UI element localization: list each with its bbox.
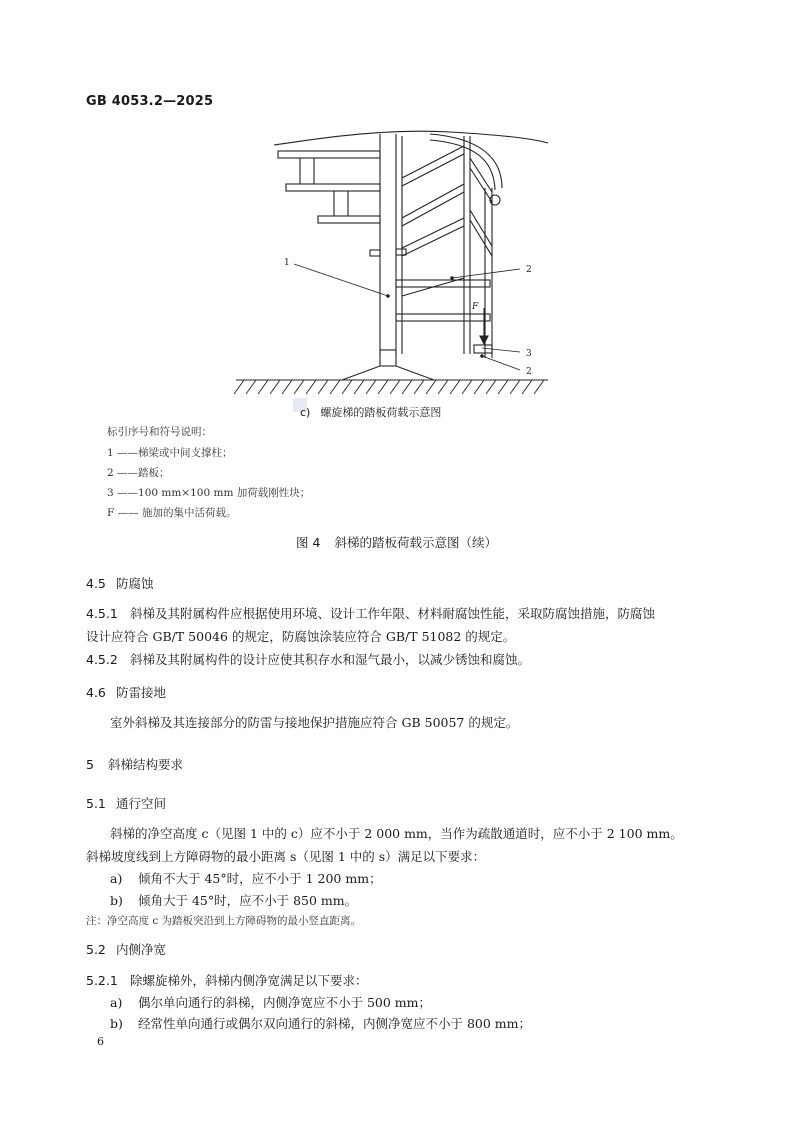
chapter-number: 5: [86, 757, 94, 772]
force-symbol: F: [472, 302, 479, 312]
callout-3: 3: [526, 349, 532, 359]
section-heading-4-5: [86, 574, 154, 592]
clause-number: 5.2.1: [86, 973, 118, 988]
list-item-b: [110, 1014, 531, 1032]
list-text: 经常性单向通行或偶尔双向通行的斜梯，内侧净宽应不小于 800 mm；: [138, 1016, 532, 1031]
clause-5-1-line1: 斜梯的净空高度 c（见图 1 中的 c）应不小于 2 000 mm，当作为疏散通道时，应不小于 2 100 mm。: [110, 826, 683, 841]
section-heading-4-6: [86, 683, 166, 701]
figure-sub-label: c): [300, 406, 311, 419]
figure-caption: [0, 533, 793, 551]
clause-number: 4.5.2: [86, 652, 118, 667]
list-item-a: [110, 869, 382, 887]
section-title: 内侧净宽: [116, 942, 167, 957]
clause-text: 除螺旋梯外，斜梯内侧净宽满足以下要求：: [130, 973, 368, 988]
list-text: 倾角大于 45°时，应不小于 850 mm。: [138, 893, 358, 908]
list-text: 倾角不大于 45°时，应不小于 1 200 mm；: [138, 871, 382, 886]
figure-number: 图 4: [296, 535, 321, 550]
list-label: a): [110, 871, 123, 886]
list-label: b): [110, 1016, 123, 1031]
chapter-heading-5: [86, 755, 183, 773]
callout-2-top: 2: [526, 265, 532, 275]
clause-4-5-1-line2: 设计应符合 GB/T 50046 的规定，防腐蚀涂装应符合 GB/T 51082 的规定。: [86, 629, 516, 644]
section-number: 5.2: [86, 942, 106, 957]
legend-item: F —— 施加的集中活荷载。: [107, 507, 237, 519]
figure-sub-caption-text: 螺旋梯的踏板荷载示意图: [320, 406, 442, 419]
standard-number-header: GB 4053.2—2025: [86, 94, 214, 109]
clause-5-2-1: [86, 971, 368, 989]
clause-text: 斜梯及其附属构件应根据使用环境、设计工作年限、材料耐腐蚀性能，采取防腐蚀措施，防腐蚀: [130, 606, 656, 621]
legend-item: 1 ——梯梁或中间支撑柱；: [107, 447, 233, 459]
callout-2-bottom: 2: [526, 367, 532, 377]
section-number: 5.1: [86, 796, 106, 811]
section-title: 防腐蚀: [116, 576, 154, 591]
spiral-stair-figure: [230, 128, 560, 410]
note-5-1: 注：净空高度 c 为踏板突沿到上方障碍物的最小竖直距离。: [86, 915, 362, 927]
section-title: 通行空间: [116, 796, 167, 811]
legend-item: 3 ——100 mm×100 mm 加荷载刚性块；: [107, 487, 311, 499]
list-item-a: [110, 993, 431, 1011]
clause-4-6-text: 室外斜梯及其连接部分的防雷与接地保护措施应符合 GB 50057 的规定。: [110, 715, 519, 730]
section-number: 4.5: [86, 576, 106, 591]
section-title: 防雷接地: [116, 685, 167, 700]
clause-5-1-line2: 斜梯坡度线到上方障碍物的最小距离 s（见图 1 中的 s）满足以下要求：: [86, 849, 486, 864]
clause-text: 斜梯及其附属构件的设计应使其积存水和湿气最小，以减少锈蚀和腐蚀。: [130, 652, 531, 667]
spiral-stair-drawing: [230, 128, 560, 410]
list-label: b): [110, 893, 123, 908]
legend-title: 标引序号和符号说明：: [107, 426, 212, 438]
callout-1: 1: [284, 258, 290, 268]
section-heading-5-2: [86, 940, 166, 958]
section-heading-5-1: [86, 794, 166, 812]
legend-item: 2 ——踏板；: [107, 467, 170, 479]
chapter-title: 斜梯结构要求: [108, 757, 184, 772]
clause-4-5-1-line1: [86, 604, 655, 622]
page-number: 6: [97, 1035, 104, 1048]
figure-sub-caption: [300, 404, 441, 420]
clause-4-5-2: [86, 650, 530, 668]
section-number: 4.6: [86, 685, 106, 700]
clause-number: 4.5.1: [86, 606, 118, 621]
figure-caption-text: 斜梯的踏板荷载示意图（续）: [334, 535, 497, 550]
list-label: a): [110, 995, 123, 1010]
list-text: 偶尔单向通行的斜梯，内侧净宽应不小于 500 mm；: [138, 995, 432, 1010]
list-item-b: [110, 891, 357, 909]
